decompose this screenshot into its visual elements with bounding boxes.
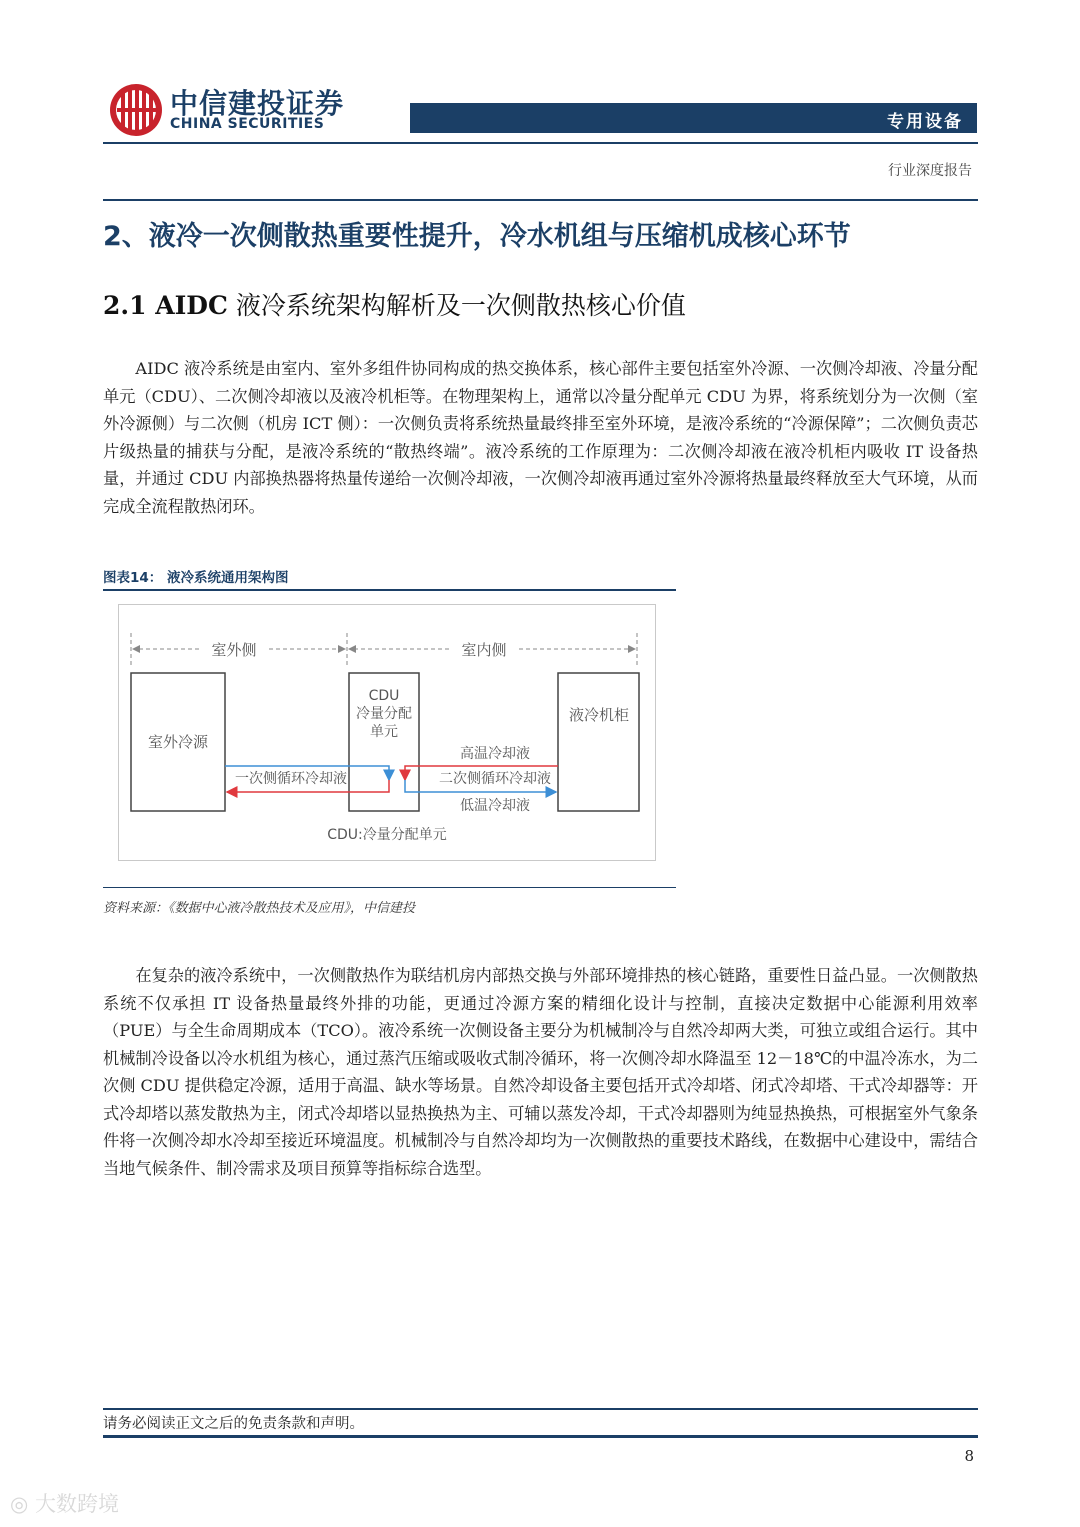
footer-divider-bottom	[103, 1435, 978, 1438]
page-number: 8	[964, 1447, 974, 1465]
watermark-text: 大数跨境	[35, 1492, 119, 1516]
section-title: 2、液冷一次侧散热重要性提升，冷水机组与压缩机成核心环节	[103, 221, 851, 252]
watermark-icon: ◎	[10, 1492, 35, 1516]
figure-top-divider	[103, 589, 676, 591]
diagram-note: CDU:冷量分配单元	[327, 827, 447, 843]
outdoor-source-label: 室外冷源	[147, 733, 209, 751]
industry-label: 专用设备	[887, 112, 963, 132]
header-divider	[103, 142, 978, 144]
cdu-label-line3: 单元	[370, 724, 398, 740]
figure-bottom-divider	[103, 887, 676, 888]
subsection-number: 2.1 AIDC	[103, 291, 228, 320]
primary-loop-label: 一次侧循环冷却液	[235, 771, 347, 787]
watermark	[10, 1488, 119, 1518]
company-logo-icon	[108, 82, 164, 138]
company-name-cn: 中信建投证券	[170, 87, 345, 120]
title-divider	[103, 199, 978, 201]
body-paragraph-2: 在复杂的液冷系统中，一次侧散热作为联结机房内部热交换与外部环境排热的核心链路，重要性日益凸显。一次侧散热系统不仅承担 IT 设备热量最终外排的功能，更通过冷源方案的精细化设计与控制，直接决定数据中心能源利用效率（PUE）与全生命周期成本（TCO）。液冷系统一次侧设备主要分为机械制冷与自然冷却两大类，可独立或组合运行。其中机械制冷设备以冷水机组为核心，通过蒸汽压缩或吸收式制冷循环，将一次侧冷却水降温至 12－18℃的中温冷冻水，为二次侧 CDU 提供稳定冷源，适用于高温、缺水等场景。自然冷却设备主要包括开式冷却塔、闭式冷却塔、干式冷却器等：开式冷却塔以蒸发散热为主，闭式冷却塔以显热换热为主、可辅以蒸发冷却，干式冷却器则为纯显热换热，可根据室外气象条件将一次侧冷却水冷却至接近环境温度。机械制冷与自然冷却均为一次侧散热的重要技术路线，在数据中心建设中，需结合当地气候条件、制冷需求及项目预算等指标综合选型。	[103, 966, 978, 1178]
body-paragraph-1: AIDC 液冷系统是由室内、室外多组件协同构成的热交换体系，核心部件主要包括室外冷源、一次侧冷却液、冷量分配单元（CDU）、二次侧冷却液以及液冷机柜等。在物理架构上，通常以冷量分配单元 CDU 为界，将系统划分为一次侧（室外冷源侧）与二次侧（机房 ICT 侧）：一次侧负责将系统热量最终排至室外环境，是液冷系统的“冷源保障”；二次侧负责芯片级热量的捕获与分配，是液冷系统的“散热终端”。液冷系统的工作原理为：二次侧冷却液在液冷机柜内吸收 IT 设备热量，并通过 CDU 内部换热器将热量传递给一次侧冷却液，一次侧冷却液再通过室外冷源将热量最终释放至大气环境，从而完成全流程散热闭环。	[103, 359, 978, 516]
footer-divider-top	[103, 1408, 978, 1410]
disclaimer: 请务必阅读正文之后的免责条款和声明。	[103, 1416, 364, 1432]
low-temp-label: 低温冷却液	[460, 798, 530, 814]
cdu-label-line1: CDU	[368, 688, 400, 704]
cabinet-label: 液冷机柜	[568, 706, 630, 724]
figure-caption: 图表14： 液冷系统通用架构图	[103, 570, 289, 586]
company-name-en: CHINA SECURITIES	[170, 116, 325, 132]
cabinet-box	[558, 673, 639, 811]
figure-source: 资料来源：《数据中心液冷散热技术及应用》，中信建投	[103, 901, 416, 916]
subsection-text: 液冷系统架构解析及一次侧散热核心价值	[227, 291, 686, 320]
report-type: 行业深度报告	[888, 163, 972, 179]
outdoor-side-label: 室外侧	[211, 641, 257, 659]
architecture-diagram-svg	[119, 605, 655, 860]
cdu-label-line2: 冷量分配	[356, 706, 412, 722]
architecture-diagram	[118, 604, 656, 861]
indoor-side-label: 室内侧	[461, 641, 507, 659]
subsection-title	[103, 286, 686, 322]
industry-banner	[410, 103, 977, 133]
secondary-loop-label: 二次侧循环冷却液	[439, 771, 551, 787]
high-temp-label: 高温冷却液	[460, 746, 530, 762]
